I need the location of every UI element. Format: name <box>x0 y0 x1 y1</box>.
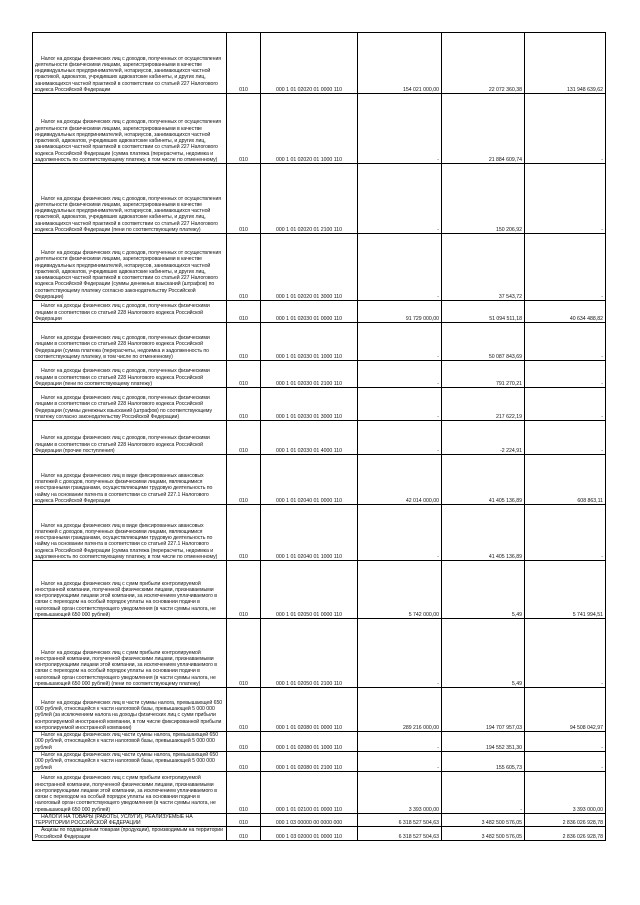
row-name-cell: Налог на доходы физических лиц с доходов, полученных физическими лицами в соответствии со статьей 228 Налогового кодекса Российской Федерации (сумма платежа (перерасчеты, недоимка и задолженность по соответствующему платежу, в том числе по отмененному) <box>33 323 227 361</box>
row-line-code-cell: 010 <box>227 388 261 421</box>
row-executed-amount-cell: 3 482 500 576,05 <box>442 827 525 841</box>
row-name-cell: Налог на доходы физических лиц с сумм прибыли контролируемой иностранной компании, полученной физическими лицами, признаваемыми контролирующими лицами этой компании, за исключением уплачиваемого в связи с переходом на особый порядок уплаты на основании подачи в налоговый орган соответствующего уведомления (в части суммы налога, не превышающей 650 000 рублей) <box>33 561 227 619</box>
row-executed-amount-cell: 155 605,73 <box>442 751 525 771</box>
row-unexecuted-amount-cell: 3 393 000,00 <box>525 771 606 813</box>
row-approved-amount-cell: - <box>358 323 442 361</box>
row-approved-amount-cell: - <box>358 234 442 301</box>
row-line-code-cell: 010 <box>227 688 261 732</box>
row-line-code-cell: 010 <box>227 94 261 164</box>
row-executed-amount-cell: 51 094 511,18 <box>442 301 525 323</box>
row-name-cell: Налог на доходы физических лиц с доходов, полученных физическими лицами в соответствии со статьей 228 Налогового кодекса Российской Федерации (суммы денежных взысканий (штрафов) по соответствующему платежу согласно законодательству Российской Федерации) <box>33 388 227 421</box>
row-budget-code-cell: 000 1 01 02030 01 1000 110 <box>261 323 358 361</box>
row-name-cell: Налог на доходы физических лиц с доходов, полученных от осуществления деятельности физическими лицами, зарегистрированными в качестве индивидуальных предпринимателей, нотариусов, занимающихся частной практикой, адвокатов, учредивших адвокатские кабинеты, и других лиц, занимающихся частной практикой в соответствии со статьей 227 Налогового кодекса Российской Федерации (пени по соответствующему платежу) <box>33 164 227 234</box>
row-executed-amount-cell: 3 482 500 576,05 <box>442 813 525 827</box>
row-unexecuted-amount-cell: - <box>525 421 606 455</box>
row-name-cell: Налог на доходы физических лиц части суммы налога, превышающей 650 000 рублей, относящейся к части налоговой базы, превышающей 5 000 000 рублей <box>33 732 227 752</box>
row-name-cell: Налог на доходы физических лиц с доходов, полученных от осуществления деятельности физическими лицами, зарегистрированными в качестве индивидуальных предпринимателей, нотариусов, занимающихся частной практикой, адвокатов, учредивших адвокатские кабинеты, и других лиц, занимающихся частной практикой в соответствии со статьей 227 Налогового кодекса Российской Федерации <box>33 33 227 94</box>
row-approved-amount-cell: - <box>358 732 442 752</box>
row-approved-amount-cell: - <box>358 751 442 771</box>
row-executed-amount-cell: 5,49 <box>442 561 525 619</box>
row-executed-amount-cell: 194 707 957,03 <box>442 688 525 732</box>
row-line-code-cell: 010 <box>227 771 261 813</box>
table-row <box>33 688 606 732</box>
row-name-cell: Налог на доходы физических лиц в части суммы налога, превышающей 650 000 рублей, относящейся к части налоговой базы, превышающей 5 000 000 рублей (за исключением налога на доходы физических лиц с сумм прибыли контролируемой иностранной компании, в том числе фиксированной прибыли контролируемой иностранной компании) <box>33 688 227 732</box>
row-unexecuted-amount-cell: - <box>525 388 606 421</box>
row-budget-code-cell: 000 1 01 02050 01 0000 110 <box>261 561 358 619</box>
table-row <box>33 301 606 323</box>
row-line-code-cell: 010 <box>227 301 261 323</box>
row-line-code-cell: 010 <box>227 751 261 771</box>
row-budget-code-cell: 000 1 01 02030 01 2100 110 <box>261 361 358 388</box>
row-executed-amount-cell: 150 206,92 <box>442 164 525 234</box>
row-executed-amount-cell: 41 405 136,89 <box>442 505 525 561</box>
table-row <box>33 619 606 688</box>
table-row <box>33 388 606 421</box>
row-name-cell: Налог на доходы физических лиц с сумм прибыли контролируемой иностранной компании, полученной физическими лицами, признаваемыми контролирующими лицами этой компании, за исключением уплачиваемого в связи с переходом на особый порядок уплаты на основании подачи в налоговый орган соответствующего уведомления (в части суммы налога, не превышающей 650 000 рублей) <box>33 771 227 813</box>
table-row <box>33 771 606 813</box>
row-executed-amount-cell: 217 622,19 <box>442 388 525 421</box>
row-budget-code-cell: 000 1 01 02080 01 2100 110 <box>261 751 358 771</box>
row-budget-code-cell: 000 1 03 00000 00 0000 000 <box>261 813 358 827</box>
row-name-cell: Налог на доходы физических лиц с доходов, полученных физическими лицами в соответствии со статьей 228 Налогового кодекса Российской Федерации (прочие поступления) <box>33 421 227 455</box>
row-line-code-cell: 010 <box>227 505 261 561</box>
row-name-cell: Налог на доходы физических лиц в виде фиксированных авансовых платежей с доходов, полученных физическими лицами, являющимися иностранными гражданами, осуществляющими трудовую деятельность по найму на основании патента в соответствии со статьей 227.1 Налогового кодекса Российской Федерации <box>33 455 227 505</box>
row-line-code-cell: 010 <box>227 164 261 234</box>
row-approved-amount-cell: 5 742 000,00 <box>358 561 442 619</box>
table-row <box>33 732 606 752</box>
row-line-code-cell: 010 <box>227 827 261 841</box>
row-approved-amount-cell: 42 014 000,00 <box>358 455 442 505</box>
row-line-code-cell: 010 <box>227 323 261 361</box>
table-row <box>33 164 606 234</box>
row-name-cell: Налог на доходы физических лиц в виде фиксированных авансовых платежей с доходов, полученных физическими лицами, являющимися иностранными гражданами, осуществляющими трудовую деятельность по найму на основании патента в соответствии со статьей 227.1 Налогового кодекса Российской Федерации (сумма платежа (перерасчеты, недоимка и задолженность по соответствующему платежу, в том числе по отмененному) <box>33 505 227 561</box>
table-row <box>33 234 606 301</box>
row-name-cell: Акцизы по подакцизным товарам (продукции), производимым на территории Российской Федерации <box>33 827 227 841</box>
table-row <box>33 33 606 94</box>
row-line-code-cell: 010 <box>227 361 261 388</box>
row-budget-code-cell: 000 1 01 02080 01 0000 110 <box>261 688 358 732</box>
row-executed-amount-cell: 22 072 360,38 <box>442 33 525 94</box>
row-executed-amount-cell: 21 884 609,74 <box>442 94 525 164</box>
row-approved-amount-cell: - <box>358 164 442 234</box>
row-executed-amount-cell: 37 543,72 <box>442 234 525 301</box>
table-row <box>33 323 606 361</box>
row-approved-amount-cell: 6 318 527 504,63 <box>358 827 442 841</box>
table-row <box>33 361 606 388</box>
row-approved-amount-cell: - <box>358 94 442 164</box>
table-row <box>33 827 606 841</box>
row-approved-amount-cell: - <box>358 505 442 561</box>
row-approved-amount-cell: 154 021 000,00 <box>358 33 442 94</box>
row-line-code-cell: 010 <box>227 813 261 827</box>
row-unexecuted-amount-cell: 40 634 488,82 <box>525 301 606 323</box>
row-approved-amount-cell: - <box>358 388 442 421</box>
row-budget-code-cell: 000 1 03 02000 01 0000 110 <box>261 827 358 841</box>
row-line-code-cell: 010 <box>227 619 261 688</box>
row-name-cell: Налог на доходы физических лиц части суммы налога, превышающей 650 000 рублей, относящейся к части налоговой базы, превышающей 5 000 000 рублей <box>33 751 227 771</box>
row-unexecuted-amount-cell: - <box>525 234 606 301</box>
table-row <box>33 751 606 771</box>
row-budget-code-cell: 000 1 01 02050 01 2100 110 <box>261 619 358 688</box>
row-budget-code-cell: 000 1 01 02030 01 4000 110 <box>261 421 358 455</box>
row-budget-code-cell: 000 1 01 02040 01 0000 110 <box>261 455 358 505</box>
row-unexecuted-amount-cell: - <box>525 323 606 361</box>
row-line-code-cell: 010 <box>227 732 261 752</box>
row-unexecuted-amount-cell: 608 863,11 <box>525 455 606 505</box>
row-approved-amount-cell: 6 318 527 504,63 <box>358 813 442 827</box>
row-approved-amount-cell: - <box>358 619 442 688</box>
row-name-cell: Налог на доходы физических лиц с доходов, полученных физическими лицами в соответствии со статьей 228 Налогового кодекса Российской Федерации (пени по соответствующему платежу) <box>33 361 227 388</box>
table-row <box>33 421 606 455</box>
row-name-cell: Налог на доходы физических лиц с доходов, полученных от осуществления деятельности физическими лицами, зарегистрированными в качестве индивидуальных предпринимателей, нотариусов, занимающихся частной практикой, адвокатов, учредивших адвокатские кабинеты, и других лиц, занимающихся частной практикой в соответствии со статьей 227 Налогового кодекса Российской Федерации (суммы денежных взысканий (штрафов) по соответствующему платежу согласно законодательству Российской Федерации) <box>33 234 227 301</box>
row-name-cell: Налог на доходы физических лиц с доходов, полученных от осуществления деятельности физическими лицами, зарегистрированными в качестве индивидуальных предпринимателей, нотариусов, занимающихся частной практикой, адвокатов, учредивших адвокатские кабинеты, и других лиц, занимающихся частной практикой в соответствии со статьей 227 Налогового кодекса Российской Федерации (сумма платежа (перерасчеты, недоимка и задолженность по соответствующему платежу, в том числе по отмененному) <box>33 94 227 164</box>
row-budget-code-cell: 000 1 01 02020 01 2100 110 <box>261 164 358 234</box>
row-budget-code-cell: 000 1 01 02100 01 0000 110 <box>261 771 358 813</box>
row-approved-amount-cell: 289 216 000,00 <box>358 688 442 732</box>
row-line-code-cell: 010 <box>227 421 261 455</box>
row-unexecuted-amount-cell: - <box>525 619 606 688</box>
row-line-code-cell: 010 <box>227 455 261 505</box>
row-executed-amount-cell: -2 224,91 <box>442 421 525 455</box>
row-executed-amount-cell: 791 270,21 <box>442 361 525 388</box>
table-body <box>33 33 606 841</box>
row-executed-amount-cell: 50 087 843,69 <box>442 323 525 361</box>
row-name-cell: НАЛОГИ НА ТОВАРЫ (РАБОТЫ, УСЛУГИ), РЕАЛИЗУЕМЫЕ НА ТЕРРИТОРИИ РОССИЙСКОЙ ФЕДЕРАЦИИ <box>33 813 227 827</box>
row-unexecuted-amount-cell: - <box>525 164 606 234</box>
table-row <box>33 94 606 164</box>
row-unexecuted-amount-cell: - <box>525 505 606 561</box>
income-report-table <box>32 32 606 841</box>
row-budget-code-cell: 000 1 01 02020 01 1000 110 <box>261 94 358 164</box>
row-approved-amount-cell: 3 393 000,00 <box>358 771 442 813</box>
row-executed-amount-cell: - <box>442 771 525 813</box>
row-executed-amount-cell: 194 552 351,30 <box>442 732 525 752</box>
row-executed-amount-cell: 5,49 <box>442 619 525 688</box>
row-budget-code-cell: 000 1 01 02020 01 3000 110 <box>261 234 358 301</box>
row-line-code-cell: 010 <box>227 234 261 301</box>
report-sheet <box>32 32 605 841</box>
row-unexecuted-amount-cell: - <box>525 751 606 771</box>
row-approved-amount-cell: - <box>358 421 442 455</box>
table-row <box>33 813 606 827</box>
table-row <box>33 561 606 619</box>
table-row <box>33 505 606 561</box>
row-budget-code-cell: 000 1 01 02030 01 0000 110 <box>261 301 358 323</box>
row-budget-code-cell: 000 1 01 02030 01 3000 110 <box>261 388 358 421</box>
row-approved-amount-cell: 91 729 000,00 <box>358 301 442 323</box>
row-unexecuted-amount-cell: 5 741 994,51 <box>525 561 606 619</box>
row-approved-amount-cell: - <box>358 361 442 388</box>
row-line-code-cell: 010 <box>227 561 261 619</box>
row-unexecuted-amount-cell: 131 948 639,62 <box>525 33 606 94</box>
row-name-cell: Налог на доходы физических лиц с сумм прибыли контролируемой иностранной компании, полученной физическими лицами, признаваемыми контролирующими лицами этой компании, за исключением уплачиваемого в связи с переходом на особый порядок уплаты на основании подачи в налоговый орган соответствующего уведомления (в части суммы налога, не превышающей 650 000 рублей) (пени по соответствующему платежу) <box>33 619 227 688</box>
row-budget-code-cell: 000 1 01 02020 01 0000 110 <box>261 33 358 94</box>
row-name-cell: Налог на доходы физических лиц с доходов, полученных физическими лицами в соответствии со статьей 228 Налогового кодекса Российской Федерации <box>33 301 227 323</box>
row-unexecuted-amount-cell: - <box>525 361 606 388</box>
table-row <box>33 455 606 505</box>
row-unexecuted-amount-cell: 2 836 026 928,78 <box>525 813 606 827</box>
row-unexecuted-amount-cell: - <box>525 94 606 164</box>
row-budget-code-cell: 000 1 01 02040 01 1000 110 <box>261 505 358 561</box>
row-line-code-cell: 010 <box>227 33 261 94</box>
row-unexecuted-amount-cell: 94 508 042,97 <box>525 688 606 732</box>
row-unexecuted-amount-cell: 2 836 026 928,78 <box>525 827 606 841</box>
row-budget-code-cell: 000 1 01 02080 01 1000 110 <box>261 732 358 752</box>
row-executed-amount-cell: 41 405 136,89 <box>442 455 525 505</box>
row-unexecuted-amount-cell: - <box>525 732 606 752</box>
